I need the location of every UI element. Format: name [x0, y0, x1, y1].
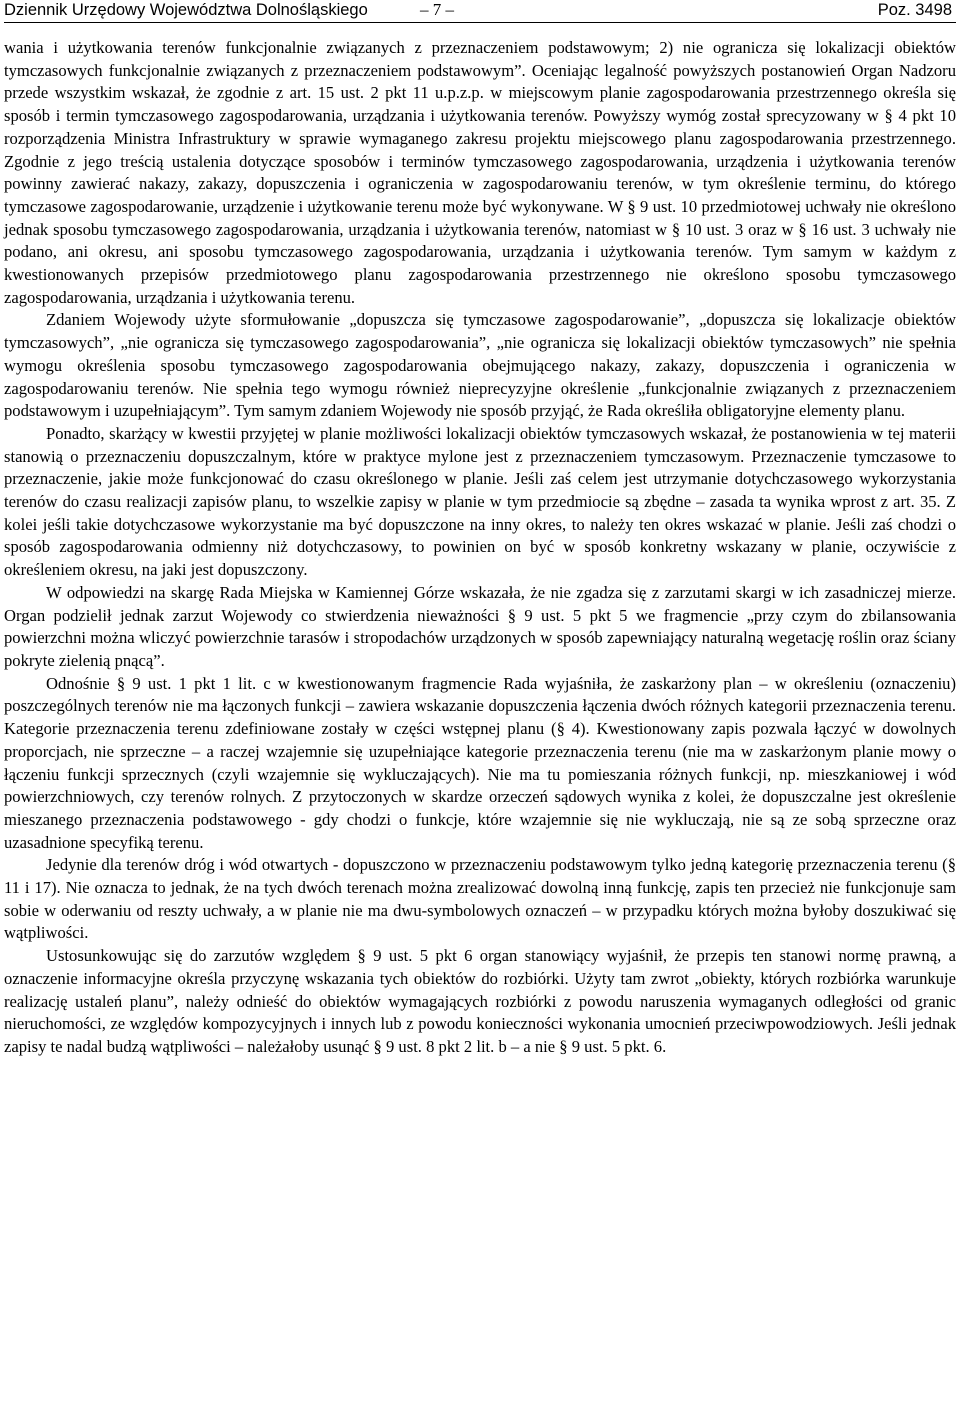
- paragraph: W odpowiedzi na skargę Rada Miejska w Kamiennej Górze wskazała, że nie zgadza się z zarzutami skargi w ich zasadniczej mierze. Organ podzielił jednak zarzut Wojewody co stwierdzenia nieważności § 9 ust. 5 pkt 5 we fragmencie „przy czym do zbilansowania powierzchni można wliczyć powierzchnie tarasów i stropodachów urządzonych w sposób zapewniający naturalną wegetację roślin oraz ściany pokryte zielenią pnącą”.: [4, 582, 956, 670]
- document-body: [4, 37, 956, 1059]
- paragraph: Ustosunkowując się do zarzutów względem § 9 ust. 5 pkt 6 organ stanowiący wyjaśnił, że przepis ten stanowi normę prawną, a oznaczenie informacyjne określa przyczynę wskazania tych obiektów do rozbiórki. Użyty tam zwrot „obiekty, których rozbiórka warunkuje realizację ustaleń planu”, należy odnieść do obiektów wymagających rozbiórki z powodu naruszenia wymaganych odległości od granic nieruchomości, ze względów kompozycyjnych i innych lub z powodu konieczności wykonania umocnień przeciwpowodziowych. Jeśli jednak zapisy te nadal budzą wątpliwości – należałoby usunąć § 9 ust. 8 pkt 2 lit. b – a nie § 9 ust. 5 pkt. 6.: [4, 946, 956, 1056]
- paragraph: Ponadto, skarżący w kwestii przyjętej w planie możliwości lokalizacji obiektów tymczasowych wskazał, że postanowienia w tej materii stanowią o przeznaczeniu dopuszczalnym, które w praktyce mylone jest z przeznaczeniem tymczasowym. Przeznaczenie tymczasowe to przeznaczenie, jakie może funkcjonować do czasu określonego w planie. Jeśli zaś celem jest utrzymanie dotychczasowego wykorzystania terenów do czasu realizacji zapisów planu, to wszelkie zapisy w planie w tym przedmiocie są zbędne – zasada ta wynika wprost z art. 35. Z kolei jeśli takie dotychczasowe wykorzystanie ma być dopuszczone na inny okres, to należy ten okres wskazać w planie. Jeśli zaś chodzi o sposób zagospodarowania odmienny niż dotychczasowy, to powinien on być w sposób konkretny wskazany w planie, oczywiście z określeniem okresu, na jaki jest dopuszczony.: [4, 423, 956, 580]
- position-number: Poz. 3498: [877, 1, 952, 19]
- page-number: – 7 –: [420, 0, 454, 19]
- paragraph: Jedynie dla terenów dróg i wód otwartych - dopuszczono w przeznaczeniu podstawowym tylko jedną kategorię przeznaczenia terenu (§ 11 i 17). Nie oznacza to jednak, że na tych dwóch terenach można zrealizować dowolną inną funkcję, zapis ten przecież nie funkcjonuje sam sobie w oderwaniu od reszty uchwały, a w planie nie ma dwu-symbolowych oznaczeń – w przypadku których można byłoby doszukiwać się wątpliwości.: [4, 855, 956, 943]
- paragraph: Odnośnie § 9 ust. 1 pkt 1 lit. c w kwestionowanym fragmencie Rada wyjaśniła, że zaskarżony plan – w określeniu (oznaczeniu) poszczególnych terenów nie ma łączonych funkcji – zawiera wskazanie dopuszczenia łączenia dwóch różnych kategorii przeznaczenia terenu. Kategorie przeznaczenia terenu zdefiniowane zostały w części wstępnej planu (§ 4). Kwestionowany zapis pozwala łączyć w dowolnych proporcjach, nie sprzeczne – a raczej wzajemnie się uzupełniające kategorie przeznaczenia terenu (nie ma w zaskarżonym planie mowy o łączeniu funkcji sprzecznych (czyli wzajemnie się wykluczających). Nie ma tu pomieszania różnych funkcji, np. mieszkaniowej i wód powierzchniowych, czy terenów rolnych. Z przytoczonych w skardze orzeczeń sądowych wynika z kolei, że dopuszczalne jest określenie mieszanego przeznaczenia podstawowego - gdy chodzi o funkcje, które wzajemnie się nie wykluczają, nie są ze sobą sprzeczne oraz uzasadnione specyfiką terenu.: [4, 673, 956, 852]
- paragraph: Zdaniem Wojewody użyte sformułowanie „dopuszcza się tymczasowe zagospodarowanie”, „dopuszcza się lokalizacje obiektów tymczasowych”, „nie ogranicza się tymczasowego zagospodarowania”, „nie ogranicza się lokalizacji obiektów tymczasowych” nie spełnia wymogu określenia sposobu tymczasowego zagospodarowania obejmującego nakazy, zakazy, dopuszczenia i ograniczenia w zagospodarowaniu terenów. Nie spełnia tego wymogu również nieprecyzyjne określenie „funkcjonalnie związanych z przeznaczeniem podstawowym i uzupełniającym”. Tym samym zdaniem Wojewody nie sposób przyjąć, że Rada określiła obligatoryjne elementy planu.: [4, 310, 956, 421]
- page-header: [4, 0, 956, 23]
- paragraph: wania i użytkowania terenów funkcjonalnie związanych z przeznaczeniem podstawowym; 2) nie ogranicza się lokalizacji obiektów tymczasowych funkcjonalnie związanych z przeznaczeniem podstawowym”. Oceniając legalność powyższych postanowień Organ Nadzoru przede wszystkim wskazał, że zgodnie z art. 15 ust. 2 pkt 11 u.p.z.p. w miejscowym planie zagospodarowania przestrzennego określa się sposób i termin tymczasowego zagospodarowania, urządzania i użytkowania terenów. Powyższy wymóg został sprecyzowany w § 4 pkt 10 rozporządzenia Ministra Infrastruktury w sprawie wymaganego zakresu projektu miejscowego planu zagospodarowania przestrzennego. Zgodnie z jego treścią ustalenia dotyczące sposobów i terminów tymczasowego zagospodarowania, urządzenia i użytkowania terenów powinny zawierać nakazy, zakazy, dopuszczenia i ograniczenia w zagospodarowaniu terenów, w tym określenie terminu, do którego tymczasowe zagospodarowanie, urządzenie i użytkowanie terenu może być wykonywane. W § 9 ust. 10 przedmiotowej uchwały nie określono jednak sposobu tymczasowego zagospodarowania, urządzania i użytkowania terenów, natomiast w § 10 ust. 3 oraz w § 16 ust. 3 uchwały nie podano, ani okresu, ani sposobu tymczasowego zagospodarowania, urządzania i użytkowania terenów. Tym samym w każdym z kwestionowanych przepisów przedmiotowego planu zagospodarowania przestrzennego nie określono sposobu tymczasowego zagospodarowania, urządzania i użytkowania terenu.: [4, 38, 956, 307]
- journal-title: Dziennik Urzędowy Województwa Dolnośląskiego: [4, 1, 368, 19]
